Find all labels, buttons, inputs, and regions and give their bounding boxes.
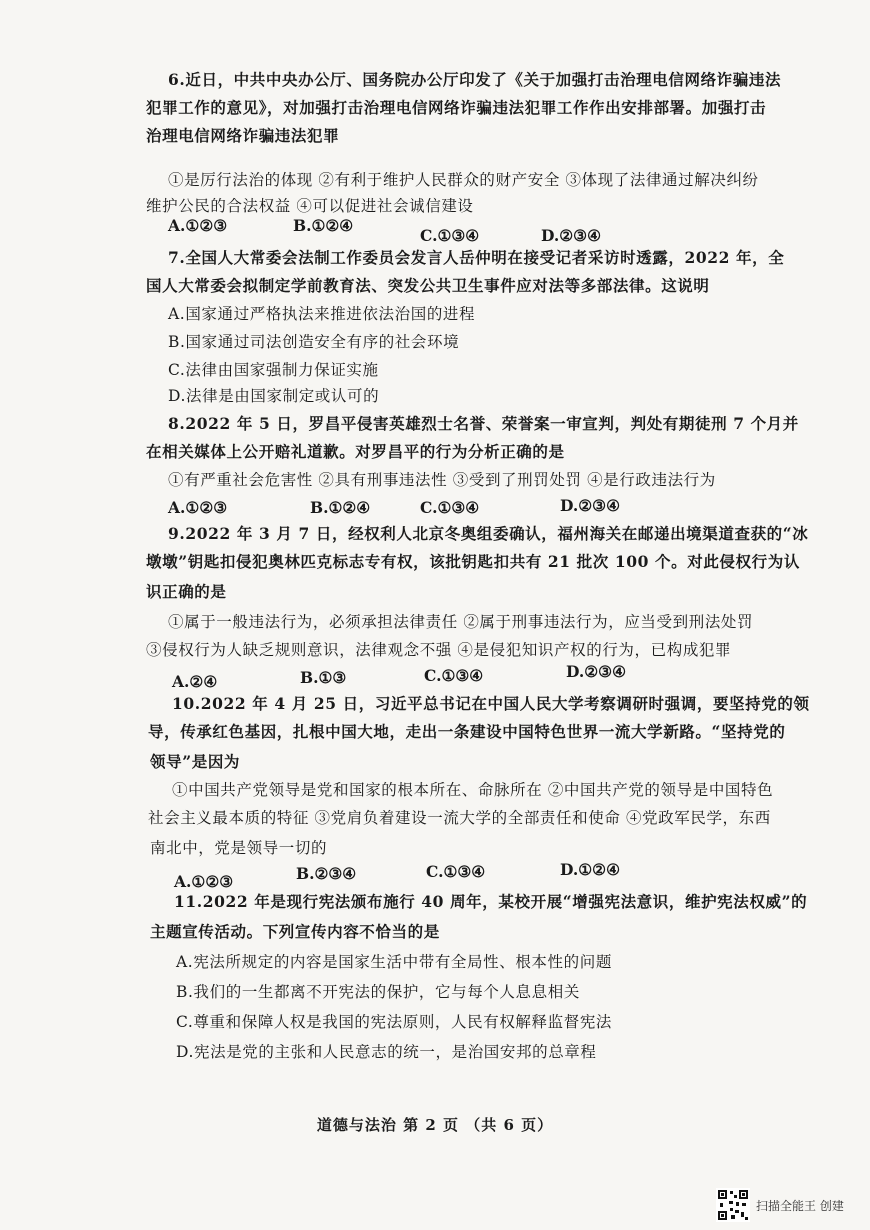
q8-option-d: D.②③④ [560, 496, 620, 515]
q8-line-2: 在相关媒体上公开赔礼道歉。对罗昌平的行为分析正确的是 [146, 442, 565, 461]
q10-line-2: 导，传承红色基因，扎根中国大地，走出一条建设中国特色世界一流大学新路。“坚持党的 [148, 722, 786, 741]
q11-line-1: 11.2022 年是现行宪法颁布施行 40 周年，某校开展“增强宪法意识，维护宪法权威”的 [174, 892, 808, 911]
q6-line-2: 犯罪工作的意见》，对加强打击治理电信网络诈骗违法犯罪工作作出安排部署。加强打击 [146, 98, 767, 117]
q10-option-a: A.①②③ [174, 872, 234, 891]
q10-line-5: 社会主义最本质的特征 ③党肩负着建设一流大学的全部责任和使命 ④党政军民学，东西 [148, 809, 771, 827]
q9-line-2: 墩墩”钥匙扣侵犯奥林匹克标志专有权，该批钥匙扣共有 21 批次 100 个。对此侵权行为认 [146, 552, 800, 571]
q9-option-d: D.②③④ [566, 662, 626, 681]
q9-option-a: A.②④ [172, 672, 218, 691]
q8-option-b: B.①②④ [310, 498, 371, 517]
q8-option-c: C.①③④ [420, 498, 480, 517]
q6-line-4: ①是厉行法治的体现 ②有利于维护人民群众的财产安全 ③体现了法律通过解决纠纷 [168, 171, 759, 189]
page-footer: 道德与法治 第 2 页 （共 6 页） [316, 1116, 554, 1134]
q9-line-5: ③侵权行为人缺乏规则意识，法律观念不强 ④是侵犯知识产权的行为，已构成犯罪 [146, 641, 732, 659]
q7-option-a: A.国家通过严格执法来推进依法治国的进程 [168, 305, 476, 323]
q11-option-d: D.宪法是党的主张和人民意志的统一，是治国安邦的总章程 [176, 1043, 597, 1061]
q10-line-6: 南北中，党是领导一切的 [150, 839, 328, 857]
qr-code-icon [716, 1188, 750, 1222]
q11-option-a: A.宪法所规定的内容是国家生活中带有全局性、根本性的问题 [176, 953, 612, 971]
q9-line-1: 9.2022 年 3 月 7 日，经权利人北京冬奥组委确认，福州海关在邮递出境渠道查获的“冰 [168, 524, 809, 543]
q8-line-3: ①有严重社会危害性 ②具有刑事违法性 ③受到了刑罚处罚 ④是行政违法行为 [168, 471, 716, 489]
q9-line-4: ①属于一般违法行为，必须承担法律责任 ②属于刑事违法行为，应当受到刑法处罚 [168, 613, 754, 631]
q11-line-2: 主题宣传活动。下列宣传内容不恰当的是 [150, 922, 440, 941]
q6-option-d: D.②③④ [541, 226, 601, 245]
scanner-watermark-label: 扫描全能王 创建 [756, 1198, 844, 1213]
q6-line-5: 维护公民的合法权益 ④可以促进社会诚信建设 [146, 197, 474, 215]
q11-option-b: B.我们的一生都离不开宪法的保护，它与每个人息息相关 [176, 983, 580, 1001]
q9-option-c: C.①③④ [424, 666, 484, 685]
q7-line-2: 国人大常委会拟制定学前教育法、突发公共卫生事件应对法等多部法律。这说明 [146, 276, 710, 295]
q8-line-1: 8.2022 年 5 日，罗昌平侵害英雄烈士名誉、荣誉案一审宣判，判处有期徒刑 7 个月并 [168, 414, 799, 433]
q9-option-b: B.①③ [300, 668, 347, 687]
scanner-watermark [716, 1188, 844, 1222]
q10-option-d: D.①②④ [560, 860, 620, 879]
q6-option-a: A.①②③ [168, 216, 228, 235]
q10-line-3: 领导”是因为 [150, 752, 241, 771]
q6-option-b: B.①②④ [293, 216, 354, 235]
q9-line-3: 识正确的是 [146, 582, 227, 601]
q10-option-b: B.②③④ [296, 864, 357, 883]
q8-option-a: A.①②③ [168, 498, 228, 517]
q7-line-1: 7.全国人大常委会法制工作委员会发言人岳仲明在接受记者采访时透露，2022 年，全 [168, 248, 785, 267]
q10-line-1: 10.2022 年 4 月 25 日，习近平总书记在中国人民大学考察调研时强调，要坚持党的领 [172, 694, 810, 713]
q7-option-c: C.法律由国家强制力保证实施 [168, 361, 379, 379]
q10-option-c: C.①③④ [426, 862, 486, 881]
q7-option-b: B.国家通过司法创造安全有序的社会环境 [168, 333, 460, 351]
q6-line-3: 治理电信网络诈骗违法犯罪 [146, 126, 340, 145]
q6-option-c: C.①③④ [420, 226, 480, 245]
q6-line-1: 6.近日，中共中央办公厅、国务院办公厅印发了《关于加强打击治理电信网络诈骗违法 [168, 70, 782, 89]
q10-line-4: ①中国共产党领导是党和国家的根本所在、命脉所在 ②中国共产党的领导是中国特色 [172, 781, 774, 799]
q7-option-d: D.法律是由国家制定或认可的 [168, 387, 380, 405]
q11-option-c: C.尊重和保障人权是我国的宪法原则，人民有权解释监督宪法 [176, 1013, 613, 1031]
